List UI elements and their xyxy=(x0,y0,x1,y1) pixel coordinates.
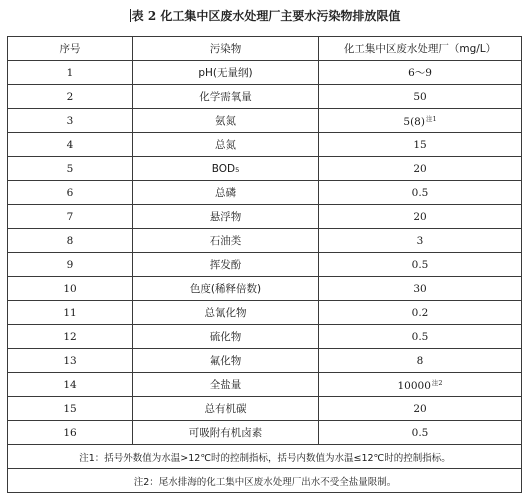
cell-limit xyxy=(319,157,522,181)
table-row xyxy=(8,109,522,133)
cell-pollutant: 全盐量 xyxy=(133,373,319,397)
table-note-1 xyxy=(8,445,522,469)
cell-pollutant: 总磷 xyxy=(133,181,319,205)
pollutant-limits-table xyxy=(7,36,522,493)
cell-no: 10 xyxy=(8,277,133,301)
table-row xyxy=(8,349,522,373)
cell-limit xyxy=(319,85,522,109)
table-row xyxy=(8,85,522,109)
cell-no: 2 xyxy=(8,85,133,109)
cell-limit xyxy=(319,205,522,229)
cell-pollutant: 可吸附有机卤素 xyxy=(133,421,319,445)
cell-limit xyxy=(319,373,522,397)
cell-pollutant: 氨氮 xyxy=(133,109,319,133)
cell-limit-value: 50 xyxy=(413,90,427,103)
cell-no: 3 xyxy=(8,109,133,133)
table-note-2-text: 注2：尾水排海的化工集中区废水处理厂出水不受全盐量限制。 xyxy=(133,476,397,488)
cell-no: 9 xyxy=(8,253,133,277)
cell-limit-value: 0.5 xyxy=(411,330,429,343)
table-row xyxy=(8,181,522,205)
cell-no: 16 xyxy=(8,421,133,445)
cell-limit-value: 6～9 xyxy=(408,67,432,79)
cell-no: 4 xyxy=(8,133,133,157)
header-pollutant: 污染物 xyxy=(133,37,319,61)
table-row xyxy=(8,229,522,253)
cell-no: 12 xyxy=(8,325,133,349)
cell-pollutant: 色度(稀释倍数) xyxy=(133,277,319,301)
text-cursor xyxy=(130,9,131,22)
cell-limit-value: 20 xyxy=(413,402,427,415)
cell-no: 6 xyxy=(8,181,133,205)
cell-no: 13 xyxy=(8,349,133,373)
cell-pollutant: 氟化物 xyxy=(133,349,319,373)
cell-limit-value: 0.5 xyxy=(411,186,429,199)
cell-limit xyxy=(319,301,522,325)
cell-limit xyxy=(319,61,522,85)
cell-limit-value: 20 xyxy=(413,162,427,175)
table-row xyxy=(8,325,522,349)
cell-limit xyxy=(319,349,522,373)
table-row xyxy=(8,157,522,181)
cell-no: 11 xyxy=(8,301,133,325)
cell-limit xyxy=(319,109,522,133)
cell-no: 8 xyxy=(8,229,133,253)
cell-pollutant: pH(无量纲) xyxy=(133,61,319,85)
cell-limit-value: 0.5 xyxy=(411,426,429,439)
cell-limit xyxy=(319,229,522,253)
table-row xyxy=(8,277,522,301)
table-row xyxy=(8,205,522,229)
table-row xyxy=(8,133,522,157)
cell-limit xyxy=(319,133,522,157)
cell-limit xyxy=(319,253,522,277)
table-row xyxy=(8,253,522,277)
table-caption-text: 表 2 化工集中区废水处理厂主要水污染物排放限值 xyxy=(131,9,401,23)
cell-limit xyxy=(319,181,522,205)
table-caption xyxy=(0,8,530,24)
cell-limit xyxy=(319,325,522,349)
table-note-1-text: 注1：括号外数值为水温>12℃时的控制指标，括号内数值为水温≤12℃时的控制指标。 xyxy=(79,452,451,464)
cell-pollutant: 总氮 xyxy=(133,133,319,157)
cell-limit-value: 5(8) xyxy=(403,115,425,128)
cell-limit-value: 15 xyxy=(413,138,427,151)
cell-limit-value: 30 xyxy=(413,282,427,295)
cell-no: 5 xyxy=(8,157,133,181)
cell-limit-value: 0.2 xyxy=(411,306,429,319)
table-row xyxy=(8,373,522,397)
cell-pollutant: BOD₅ xyxy=(133,157,319,181)
cell-pollutant: 悬浮物 xyxy=(133,205,319,229)
cell-limit xyxy=(319,397,522,421)
table-row xyxy=(8,397,522,421)
cell-pollutant: 总氰化物 xyxy=(133,301,319,325)
cell-no: 7 xyxy=(8,205,133,229)
cell-limit-value: 10000 xyxy=(397,379,431,392)
cell-pollutant: 石油类 xyxy=(133,229,319,253)
cell-no: 14 xyxy=(8,373,133,397)
cell-limit-value: 0.5 xyxy=(411,258,429,271)
cell-pollutant: 总有机碳 xyxy=(133,397,319,421)
table-row xyxy=(8,61,522,85)
cell-pollutant: 挥发酚 xyxy=(133,253,319,277)
cell-pollutant: 化学需氧量 xyxy=(133,85,319,109)
cell-no: 15 xyxy=(8,397,133,421)
cell-limit-value: 8 xyxy=(416,354,424,367)
cell-limit-value: 20 xyxy=(413,210,427,223)
table-header-row xyxy=(8,37,522,61)
header-limit: 化工集中区废水处理厂（mg/L） xyxy=(319,37,522,61)
table-body xyxy=(8,61,522,445)
footnote-marker: 注2 xyxy=(431,378,443,387)
footnote-marker: 注1 xyxy=(425,114,437,123)
cell-limit xyxy=(319,277,522,301)
cell-limit-value: 3 xyxy=(416,234,424,247)
cell-pollutant: 硫化物 xyxy=(133,325,319,349)
cell-no: 1 xyxy=(8,61,133,85)
table-row xyxy=(8,301,522,325)
table-note-row xyxy=(8,445,522,469)
header-no: 序号 xyxy=(8,37,133,61)
table-row xyxy=(8,421,522,445)
cell-limit xyxy=(319,421,522,445)
